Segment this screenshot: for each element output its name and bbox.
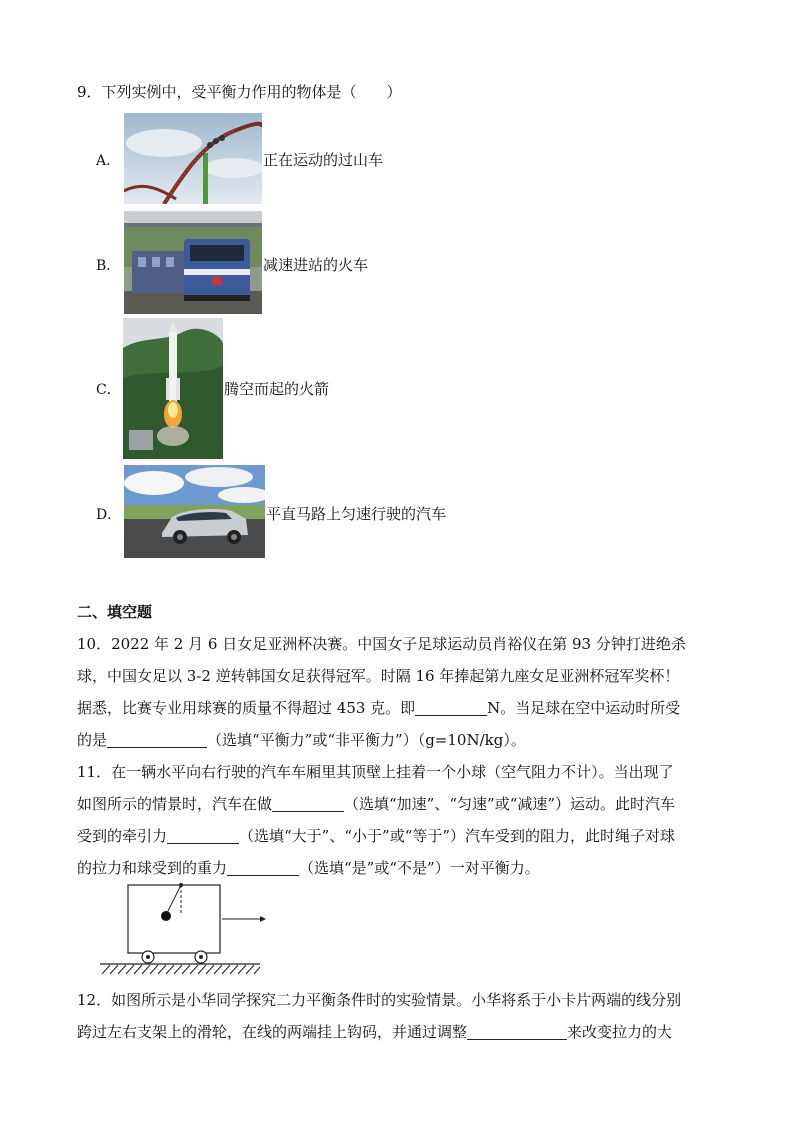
q11-line-4-text-a: 的拉力和球受到的重力 <box>77 859 228 877</box>
q11-blank-2[interactable] <box>167 825 239 844</box>
option-d-text: 平直马路上匀速行驶的汽车 <box>266 505 447 523</box>
q11-blank-3[interactable] <box>227 857 299 876</box>
q10-blank-1[interactable] <box>415 697 487 716</box>
q10-line-3-text-a: 据悉，比赛专业用球赛的质量不得超过 453 克。即 <box>77 699 416 717</box>
option-a-letter: A． <box>96 153 121 169</box>
question-12 <box>77 984 717 1048</box>
q10-blank-2[interactable] <box>107 729 207 748</box>
option-b-letter: B． <box>96 258 121 274</box>
q12-line-2 <box>77 1016 717 1048</box>
q11-line-3-text-b: （选填“大于”、“小于”或“等于”）汽车受到的阻力，此时绳子对球 <box>239 827 676 845</box>
q10-line-4-text-b: （选填“平衡力”或“非平衡力”）（g=10N/kg）。 <box>207 731 526 749</box>
section-heading: 二、填空题 <box>77 603 153 621</box>
q11-line-1: 11．在一辆水平向右行驶的汽车车厢里其顶壁上挂着一个小球（空气阻力不计）。当出现了 <box>77 763 674 781</box>
q10-line-3-text-b: N。当足球在空中运动时所受 <box>487 699 681 717</box>
q11-line-2-text-b: （选填“加速”、“匀速”或“减速”）运动。此时汽车 <box>344 795 676 813</box>
carriage-box <box>128 885 220 953</box>
question-9-stem: 9．下列实例中，受平衡力作用的物体是（ ） <box>77 83 402 101</box>
rocket-launch-photo <box>123 318 223 459</box>
q10-line-3 <box>77 692 717 724</box>
q10-line-1: 10．2022 年 2 月 6 日女足亚洲杯决赛。中国女子足球运动员肖裕仪在第 93 分钟打进绝杀 <box>77 635 686 653</box>
q11-blank-1[interactable] <box>272 793 344 812</box>
q12-line-2-text-a: 跨过左右支架上的滑轮，在线的两端挂上钩码，并通过调整 <box>77 1023 468 1041</box>
q10-line-2: 球，中国女足以 3-2 逆转韩国女足获得冠军。时隔 16 年捧起第九座女足亚洲杯冠军奖杯！ <box>77 667 680 685</box>
car-photo <box>124 465 265 558</box>
q12-line-1: 12．如图所示是小华同学探究二力平衡条件时的实验情景。小华将系于小卡片两端的线分别 <box>77 991 682 1009</box>
q12-blank-1[interactable] <box>467 1021 567 1040</box>
q11-line-4-text-b: （选填“是”或“不是”）一对平衡力。 <box>299 859 540 877</box>
q12-line-2-text-b: 来改变拉力的大 <box>567 1023 673 1041</box>
question-11 <box>77 756 717 884</box>
q10-line-4 <box>77 724 717 756</box>
q10-line-4-text-a: 的是 <box>77 731 108 749</box>
option-c-letter: C． <box>96 382 121 398</box>
question-10 <box>77 628 717 756</box>
option-b-text: 减速进站的火车 <box>263 256 369 274</box>
hanging-ball <box>161 911 171 921</box>
hanging-point <box>179 883 183 887</box>
pendulum-string <box>167 885 181 913</box>
q11-line-3-text-a: 受到的牵引力 <box>77 827 168 845</box>
option-d-letter: D． <box>96 507 122 523</box>
roller-coaster-photo <box>124 113 262 204</box>
car-pendulum-diagram <box>98 880 268 980</box>
option-a-text: 正在运动的过山车 <box>263 151 384 169</box>
ground-hatching <box>102 965 260 974</box>
direction-arrow-head <box>260 916 266 922</box>
q11-line-2 <box>77 788 717 820</box>
option-c-text: 腾空而起的火箭 <box>224 380 330 398</box>
q11-line-3 <box>77 820 717 852</box>
train-photo <box>124 211 262 314</box>
q11-line-2-text-a: 如图所示的情景时，汽车在做 <box>77 795 273 813</box>
